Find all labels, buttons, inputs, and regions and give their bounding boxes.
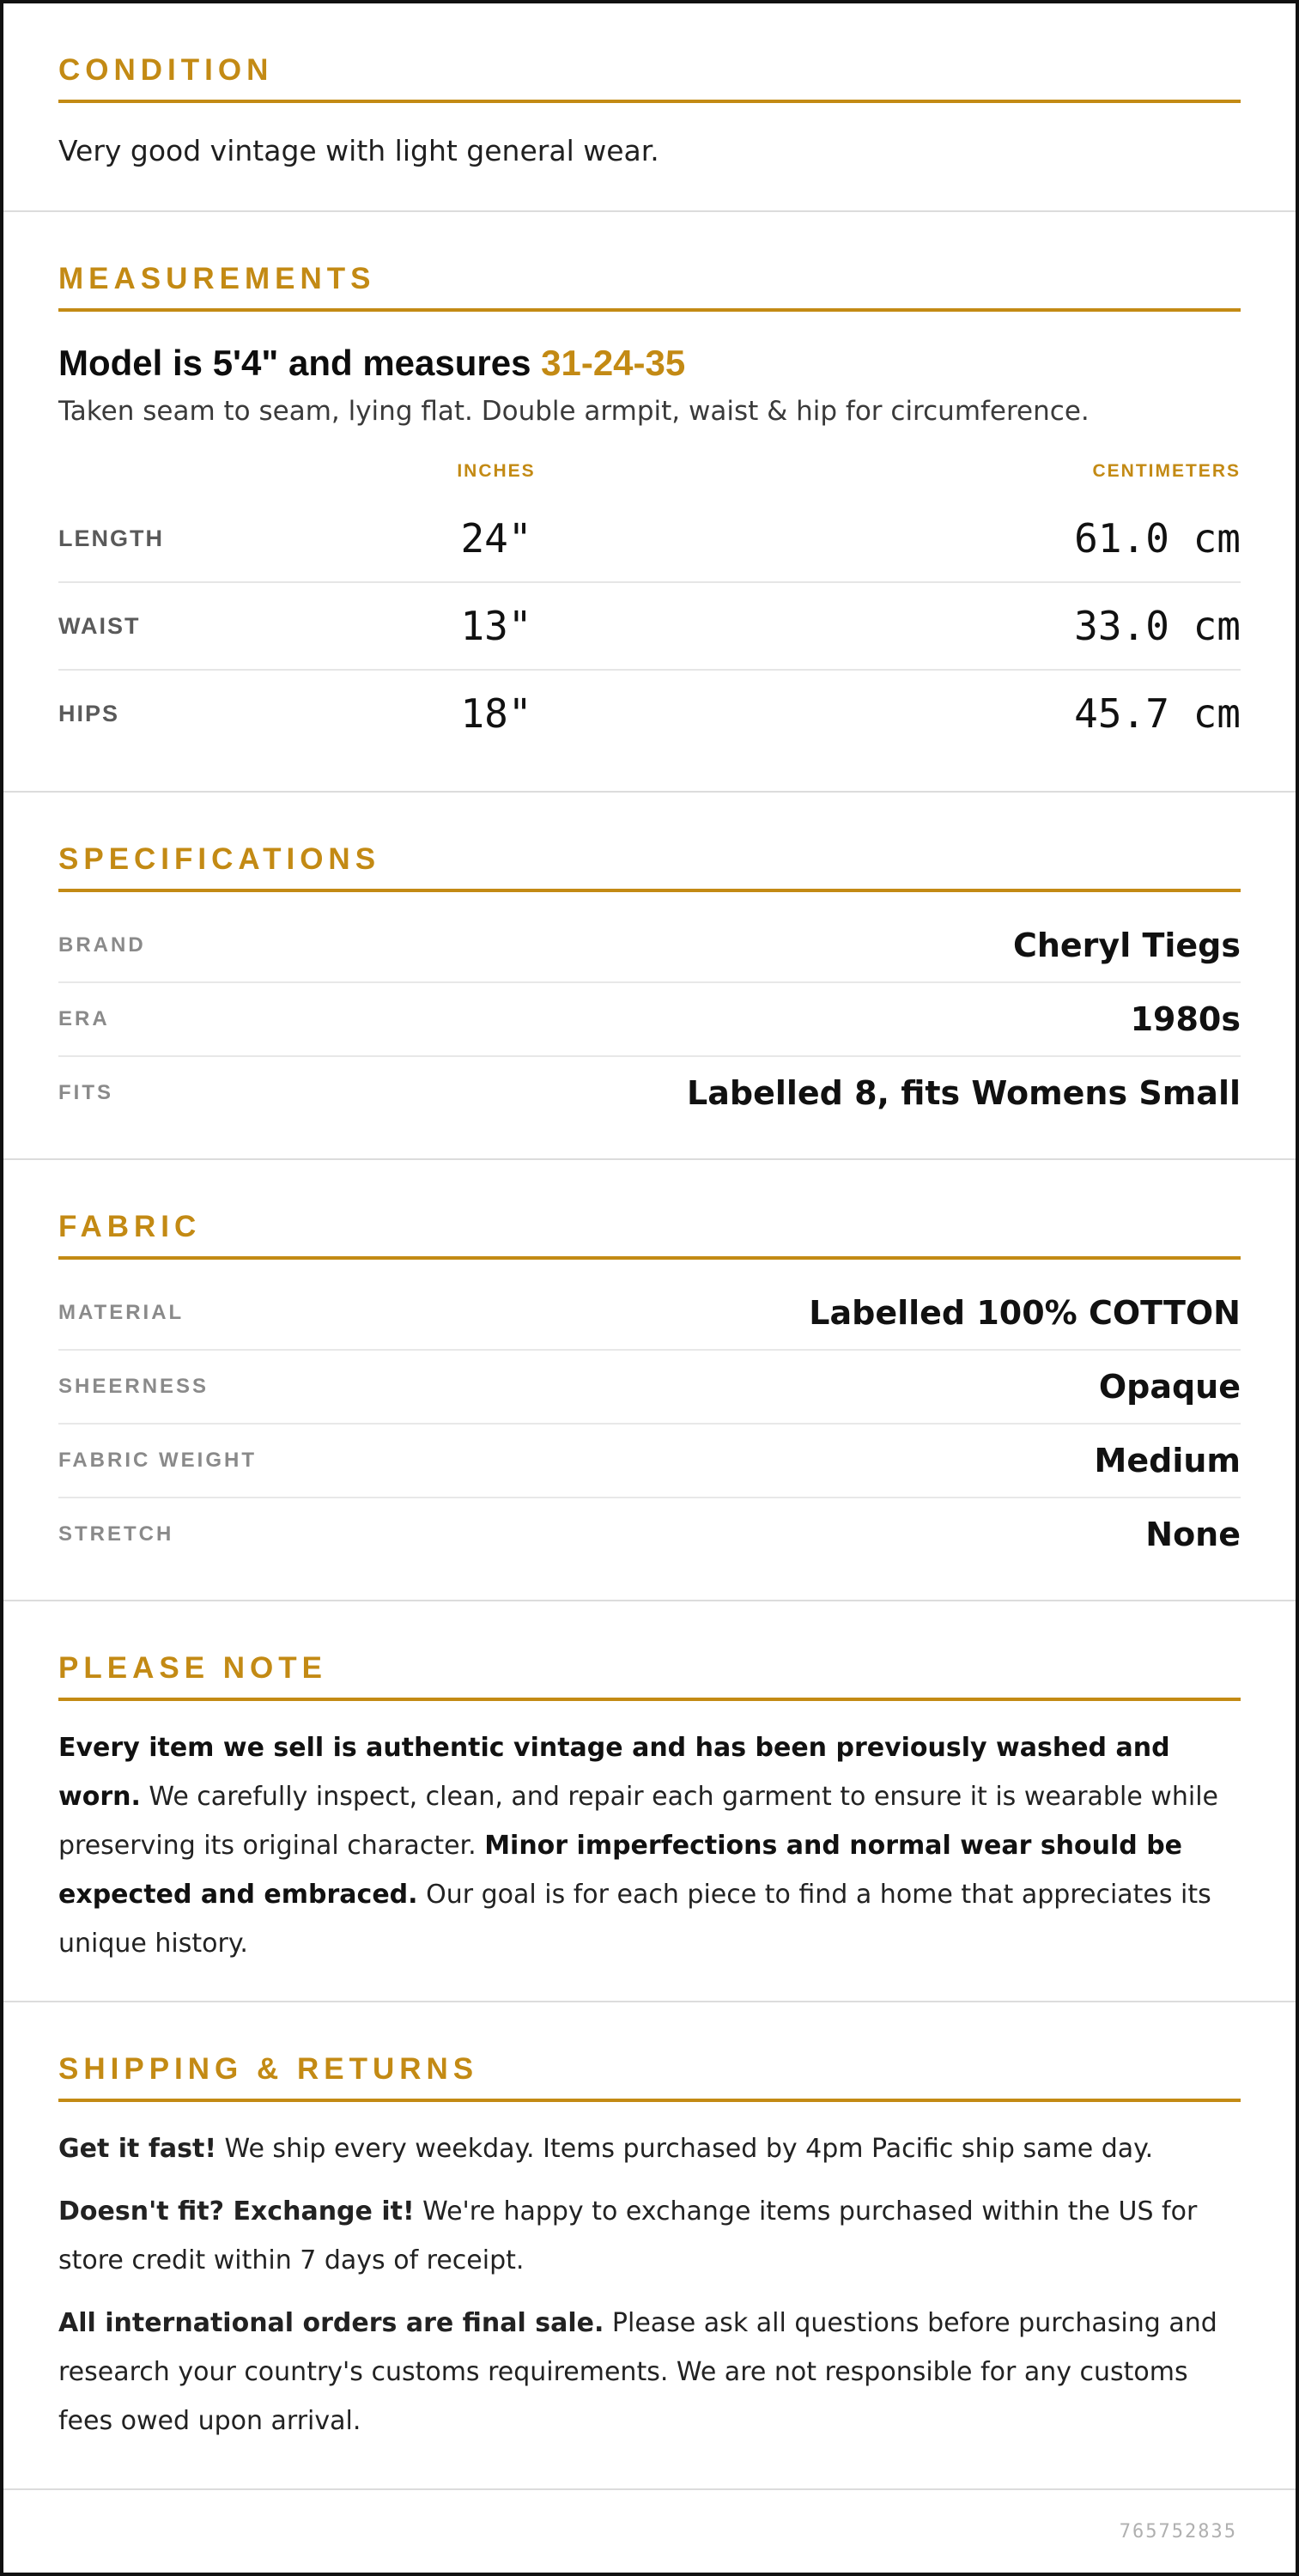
fabric-value: Labelled 100% COTTON — [809, 1294, 1241, 1332]
shipping-paragraph-1 — [58, 2124, 1241, 2173]
model-measure-value: 31-24-35 — [541, 343, 686, 383]
fabric-row — [58, 1498, 1241, 1571]
fabric-section — [3, 1160, 1296, 1601]
fabric-row — [58, 1351, 1241, 1425]
measurements-subtitle: Taken seam to seam, lying flat. Double armpit, waist & hip for circumference. — [58, 396, 1090, 427]
fabric-value: Opaque — [1098, 1368, 1241, 1406]
measurement-label: WAIST — [58, 612, 141, 639]
spec-row — [58, 1057, 1241, 1129]
measurement-label: HIPS — [58, 700, 120, 726]
condition-section — [3, 3, 1296, 212]
spec-label: ERA — [58, 1007, 110, 1030]
measurement-inches: 24" — [460, 515, 532, 562]
fabric-value: Medium — [1094, 1442, 1241, 1479]
shipping-bold-2: Doesn't fit? Exchange it! — [58, 2196, 415, 2227]
measurement-inches: 13" — [460, 603, 532, 649]
note-text-1: We carefully inspect, clean, and repair each garment to ensure it is wearable while preserving its original character. — [58, 1782, 1218, 1861]
shipping-paragraph-2 — [58, 2187, 1241, 2285]
note-bold-1: Every item we sell is authentic vintage and has been previously washed and worn. — [58, 1733, 1170, 1812]
shipping-text-1: We ship every weekday. Items purchased by 4pm Pacific ship same day. — [216, 2134, 1154, 2164]
please-note-section — [3, 1601, 1296, 2002]
shipping-bold-3: All international orders are final sale. — [58, 2308, 604, 2338]
centimeters-header: CENTIMETERS — [1092, 461, 1241, 481]
model-prefix: Model is 5'4" and measures — [58, 343, 542, 383]
fabric-row — [58, 1277, 1241, 1351]
shipping-paragraph-3 — [58, 2299, 1241, 2445]
spec-value: 1980s — [1130, 1000, 1241, 1038]
fabric-title: FABRIC — [58, 1210, 1241, 1260]
measurement-label: LENGTH — [58, 525, 164, 551]
measurements-title: MEASUREMENTS — [58, 262, 1241, 312]
spec-row — [58, 983, 1241, 1057]
spec-value: Labelled 8, fits Womens Small — [687, 1074, 1241, 1112]
condition-title: CONDITION — [58, 53, 1241, 103]
measurement-row — [58, 495, 1241, 583]
measurement-cm: 61.0 cm — [1074, 515, 1241, 562]
spec-label: BRAND — [58, 933, 146, 957]
please-note-title: PLEASE NOTE — [58, 1651, 1241, 1701]
spec-value: Cheryl Tiegs — [1012, 927, 1241, 964]
shipping-text-3: Please ask all questions before purchasing and research your country's customs requirements. We are not responsible for any customs fees owed upon arrival. — [58, 2308, 1217, 2436]
measurement-row — [58, 671, 1241, 756]
note-paragraph — [58, 1723, 1241, 1968]
measurement-row — [58, 583, 1241, 671]
specifications-section — [3, 793, 1296, 1160]
spec-label: FITS — [58, 1081, 113, 1104]
shipping-text-2: We're happy to exchange items purchased within the US for store credit within 7 days of receipt. — [58, 2196, 1198, 2275]
shipping-returns-section — [3, 2002, 1296, 2490]
measurement-cm: 45.7 cm — [1074, 690, 1241, 737]
model-measurements — [58, 343, 1241, 384]
fabric-label: SHEERNESS — [58, 1375, 209, 1398]
inches-header: INCHES — [457, 461, 536, 481]
measurements-table — [58, 495, 1241, 756]
measurement-cm: 33.0 cm — [1074, 603, 1241, 649]
measurement-inches: 18" — [460, 690, 532, 737]
product-id-code: 765752835 — [1119, 2521, 1237, 2543]
shipping-title: SHIPPING & RETURNS — [58, 2052, 1241, 2102]
fabric-label: MATERIAL — [58, 1301, 185, 1324]
condition-text: Very good vintage with light general wear. — [58, 134, 659, 167]
fabric-label: FABRIC WEIGHT — [58, 1449, 257, 1472]
specifications-title: SPECIFICATIONS — [58, 842, 1241, 892]
fabric-label: STRETCH — [58, 1522, 174, 1546]
spec-row — [58, 909, 1241, 983]
fabric-value: None — [1145, 1516, 1241, 1553]
shipping-bold-1: Get it fast! — [58, 2134, 216, 2164]
fabric-row — [58, 1425, 1241, 1498]
note-text-2: Our goal is for each piece to find a home that appreciates its unique history. — [58, 1880, 1211, 1959]
measurements-header — [58, 461, 1241, 495]
measurements-section — [3, 212, 1296, 793]
note-bold-2: Minor imperfections and normal wear should be expected and embraced. — [58, 1831, 1183, 1910]
